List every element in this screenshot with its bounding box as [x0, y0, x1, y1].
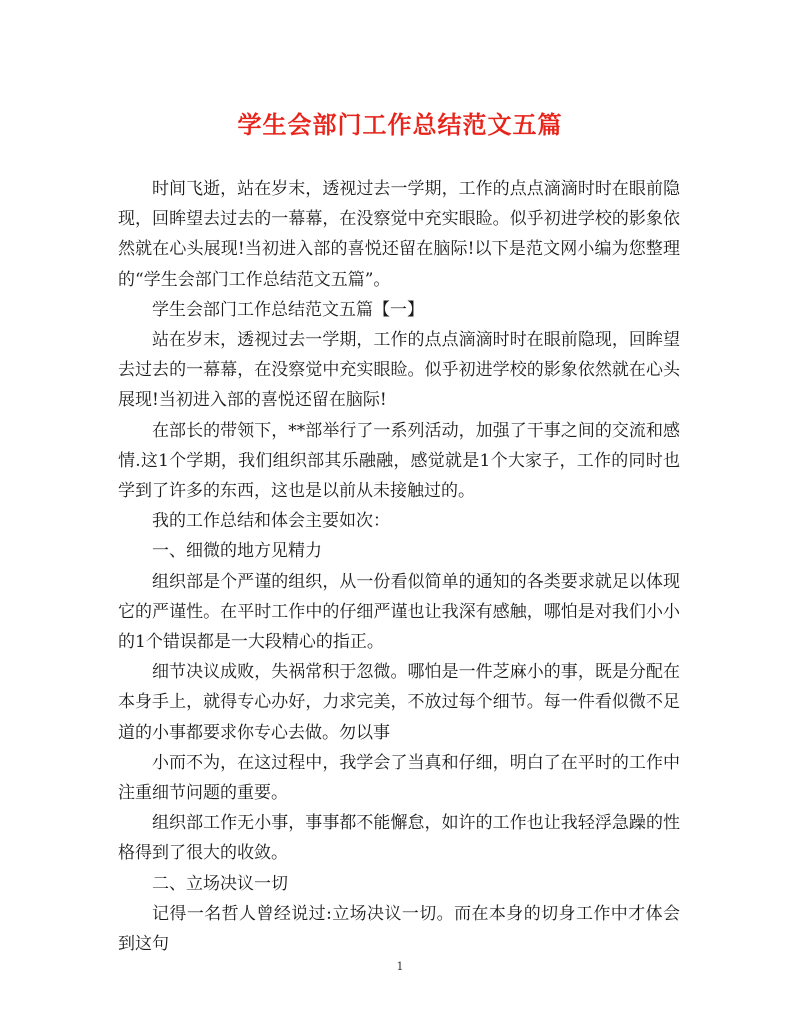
- paragraph: 小而不为，在这过程中，我学会了当真和仔细，明白了在平时的工作中注重细节问题的重要。: [118, 752, 680, 804]
- document-title: 学生会部门工作总结范文五篇: [237, 110, 563, 139]
- paragraph: 记得一名哲人曾经说过:立场决议一切。而在本身的切身工作中才体会到这句: [118, 903, 680, 955]
- section-heading-part-one: 学生会部门工作总结范文五篇【一】: [152, 299, 424, 320]
- subheading-two: 二、立场决议一切: [152, 873, 288, 894]
- subheading-one: 一、细微的地方见精力: [152, 541, 322, 562]
- paragraph: 站在岁末，透视过去一学期，工作的点点滴滴时时在眼前隐现，回眸望去过去的一幕幕，在没察觉中充实眼睑。似乎初进学校的影象依然就在心头展现!当初进入部的喜悦还留在脑际!: [118, 330, 680, 411]
- paragraph: 在部长的带领下，**部举行了一系列活动，加强了干事之间的交流和感情.这1个学期，我们组织部其乐融融，感觉就是1个大家子，工作的同时也学到了许多的东西，这也是以前从未接触过的。: [118, 420, 680, 502]
- paragraph: 我的工作总结和体会主要如次：: [152, 511, 390, 532]
- document-body: [118, 174, 680, 959]
- paragraph: 细节决议成败，失祸常积于忽微。哪怕是一件芝麻小的事，既是分配在本身手上，就得专心办好，力求完美，不放过每个细节。每一件看似微不足道的小事都要求你专心去做。勿以事: [118, 662, 680, 743]
- paragraph: 组织部是个严谨的组织，从一份看似简单的通知的各类要求就足以体现它的严谨性。在平时工作中的仔细严谨也让我深有感触，哪怕是对我们小小的1个错误都是一大段精心的指正。: [118, 571, 680, 653]
- paragraph-intro: 时间飞逝，站在岁末，透视过去一学期，工作的点点滴滴时时在眼前隐现，回眸望去过去的一幕幕，在没察觉中充实眼睑。似乎初进学校的影象依然就在心头展现!当初进入部的喜悦还留在脑际!以下是范文网小编为您整理的“学生会部门工作总结范文五篇”。: [118, 179, 680, 290]
- paragraph: 组织部工作无小事，事事都不能懈怠，如许的工作也让我轻浮急躁的性格得到了很大的收敛。: [118, 813, 680, 864]
- page-number: 1: [396, 960, 404, 973]
